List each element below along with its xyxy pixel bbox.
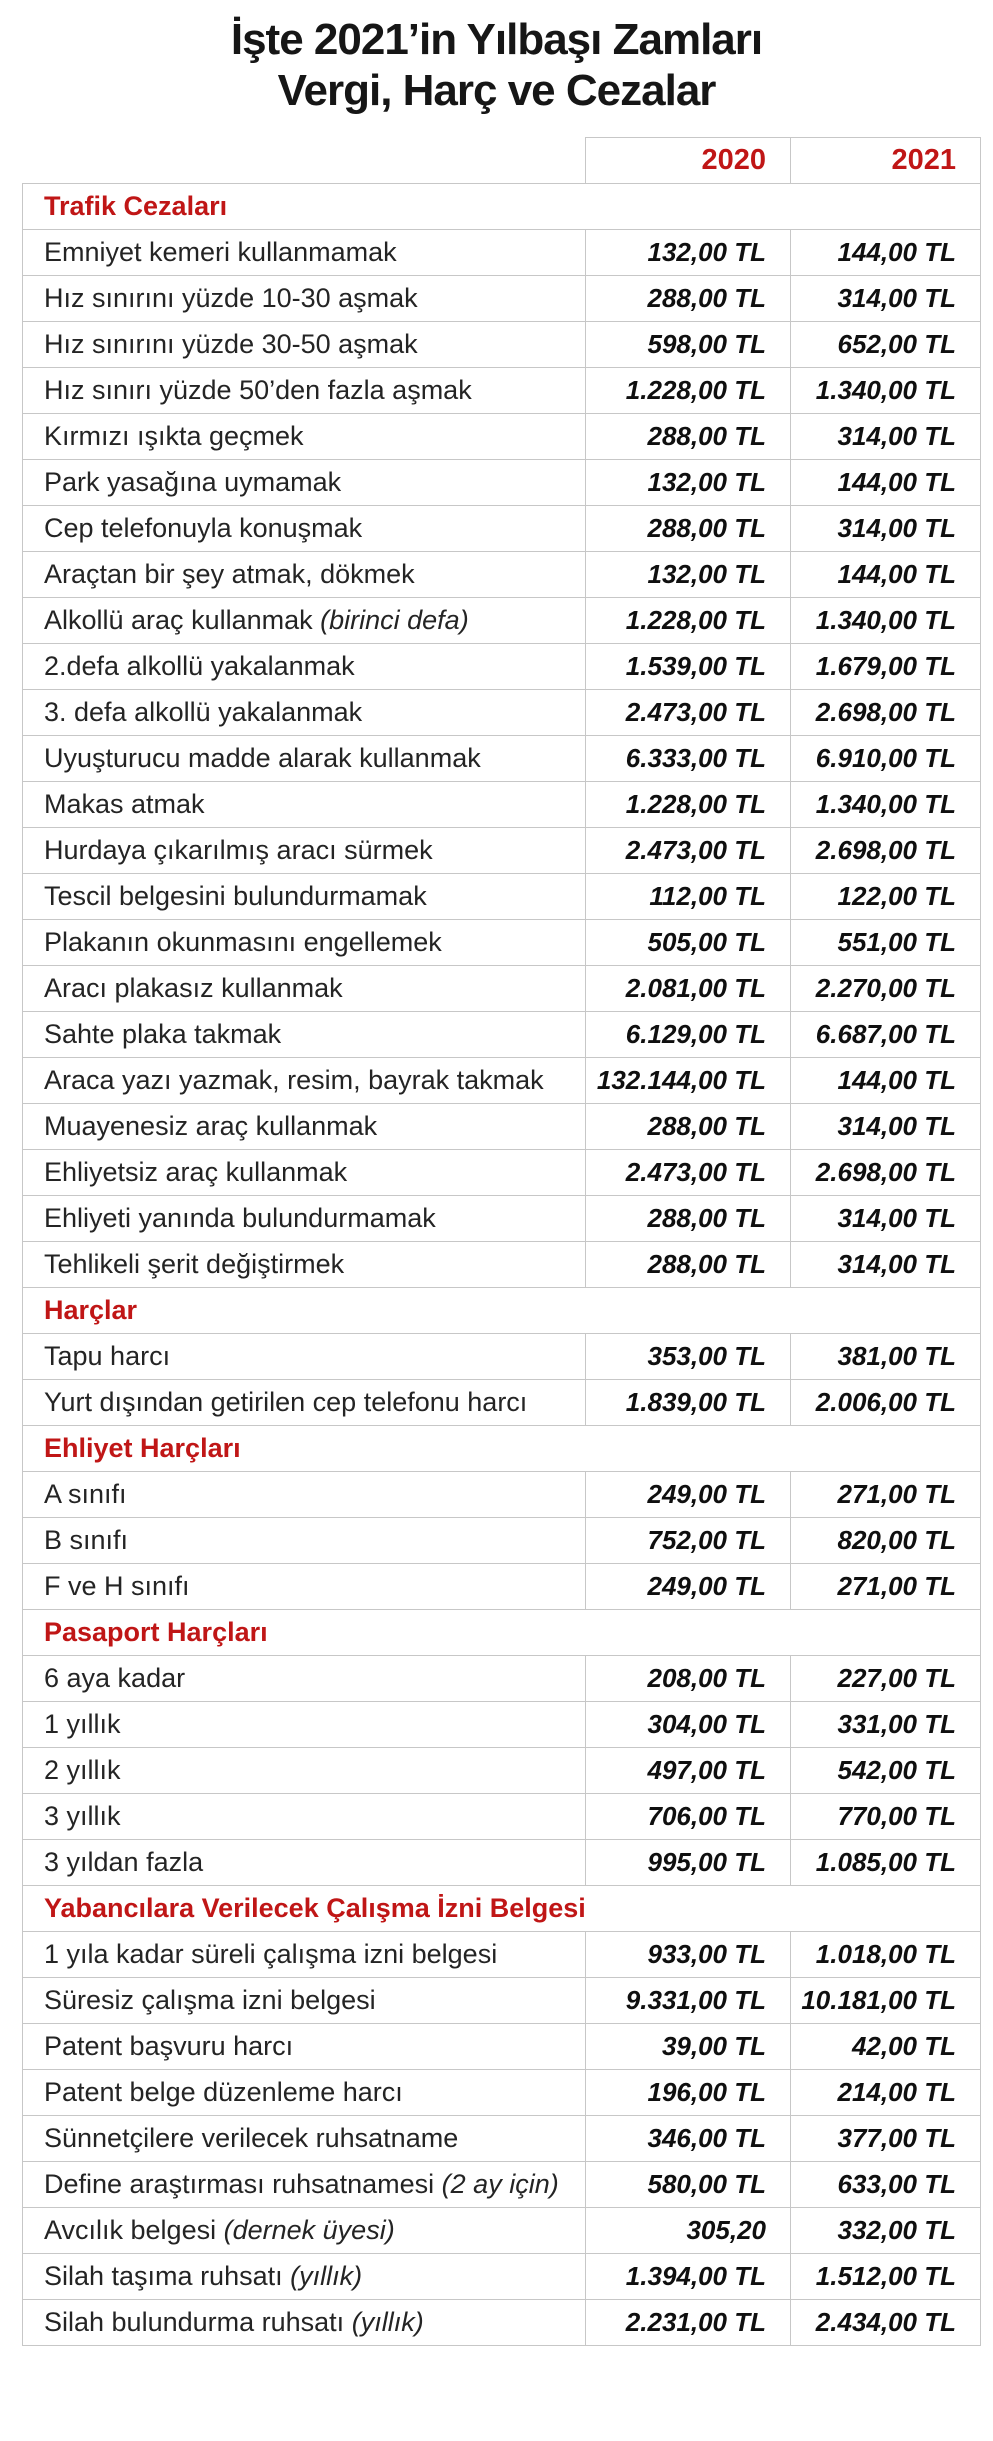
row-label-text: Araca yazı yazmak, resim, bayrak takmak [44,1065,544,1095]
row-label [23,874,586,920]
table-row [23,1932,981,1978]
row-label [23,1012,586,1058]
row-label [23,1058,586,1104]
value-2021: 271,00 TL [791,1564,981,1610]
value-2021: 542,00 TL [791,1748,981,1794]
table-row [23,2116,981,2162]
value-2020: 6.333,00 TL [586,736,791,782]
value-2021: 314,00 TL [791,506,981,552]
table-row [23,1978,981,2024]
value-2021: 2.698,00 TL [791,690,981,736]
value-2020: 288,00 TL [586,506,791,552]
row-label-text: Cep telefonuyla konuşmak [44,513,363,543]
value-2020: 2.473,00 TL [586,828,791,874]
row-label-text: Uyuşturucu madde alarak kullanmak [44,743,481,773]
table-row [23,1794,981,1840]
value-2021: 122,00 TL [791,874,981,920]
value-2020: 249,00 TL [586,1472,791,1518]
value-2020: 2.473,00 TL [586,1150,791,1196]
table-row [23,690,981,736]
section-title: Harçlar [23,1288,981,1334]
value-2020: 580,00 TL [586,2162,791,2208]
row-label [23,1656,586,1702]
value-2020: 1.228,00 TL [586,598,791,644]
row-label [23,828,586,874]
row-label [23,598,586,644]
section-row [23,1610,981,1656]
year-header-2020: 2020 [586,138,791,184]
row-label-text: Patent başvuru harcı [44,2031,294,2061]
value-2021: 331,00 TL [791,1702,981,1748]
value-2021: 214,00 TL [791,2070,981,2116]
value-2020: 346,00 TL [586,2116,791,2162]
row-label-text: Hız sınırı yüzde 50’den fazla aşmak [44,375,472,405]
row-label-text: 1 yıla kadar süreli çalışma izni belgesi [44,1939,498,1969]
value-2021: 42,00 TL [791,2024,981,2070]
row-label-text: Ehliyetsiz araç kullanmak [44,1157,348,1187]
value-2020: 305,20 [586,2208,791,2254]
table-row [23,1518,981,1564]
value-2020: 2.231,00 TL [586,2300,791,2346]
section-title: Yabancılara Verilecek Çalışma İzni Belgesi [23,1886,981,1932]
value-2020: 995,00 TL [586,1840,791,1886]
value-2020: 752,00 TL [586,1518,791,1564]
row-label [23,414,586,460]
row-label [23,2024,586,2070]
value-2020: 288,00 TL [586,1196,791,1242]
row-label [23,230,586,276]
row-label-text: Ehliyeti yanında bulundurmamak [44,1203,436,1233]
row-label-text: F ve H sınıfı [44,1571,190,1601]
row-label [23,1104,586,1150]
row-label [23,1702,586,1748]
value-2021: 6.910,00 TL [791,736,981,782]
table-row [23,1656,981,1702]
value-2021: 551,00 TL [791,920,981,966]
row-label-text: 3 yıldan fazla [44,1847,204,1877]
row-label-text: Kırmızı ışıkta geçmek [44,421,304,451]
table-row [23,460,981,506]
table-row [23,874,981,920]
row-label-text: Araçtan bir şey atmak, dökmek [44,559,415,589]
table-row [23,828,981,874]
row-label-text: Avcılık belgesi [44,2215,217,2245]
value-2021: 144,00 TL [791,460,981,506]
title-line-1: İşte 2021’in Yılbaşı Zamları [230,15,763,64]
row-label-text: Aracı plakasız kullanmak [44,973,343,1003]
row-label-text: 2 yıllık [44,1755,121,1785]
table-row [23,2070,981,2116]
value-2020: 132,00 TL [586,460,791,506]
value-2020: 249,00 TL [586,1564,791,1610]
value-2020: 1.839,00 TL [586,1380,791,1426]
table-row [23,1334,981,1380]
row-label [23,2116,586,2162]
row-label-text: Hız sınırını yüzde 10-30 aşmak [44,283,418,313]
row-label-text: Yurt dışından getirilen cep telefonu harcı [44,1387,528,1417]
section-title: Ehliyet Harçları [23,1426,981,1472]
table-row [23,1564,981,1610]
year-header-2021: 2021 [791,138,981,184]
table-row [23,552,981,598]
row-label-text: Park yasağına uymamak [44,467,342,497]
value-2020: 505,00 TL [586,920,791,966]
row-label [23,920,586,966]
value-2020: 132,00 TL [586,552,791,598]
row-label [23,1242,586,1288]
table-row [23,1058,981,1104]
row-label [23,1840,586,1886]
table-row [23,1748,981,1794]
row-label-text: Alkollü araç kullanmak [44,605,313,635]
value-2021: 377,00 TL [791,2116,981,2162]
row-label [23,1334,586,1380]
row-label-text: A sınıfı [44,1479,127,1509]
value-2020: 1.394,00 TL [586,2254,791,2300]
table-row [23,966,981,1012]
table-row [23,920,981,966]
table-row [23,276,981,322]
value-2020: 288,00 TL [586,276,791,322]
value-2020: 1.228,00 TL [586,782,791,828]
row-label-text: Süresiz çalışma izni belgesi [44,1985,376,2015]
row-label-text: B sınıfı [44,1525,129,1555]
value-2021: 314,00 TL [791,1104,981,1150]
value-2021: 1.340,00 TL [791,598,981,644]
value-2020: 304,00 TL [586,1702,791,1748]
value-2020: 288,00 TL [586,1104,791,1150]
value-2020: 933,00 TL [586,1932,791,1978]
value-2020: 1.539,00 TL [586,644,791,690]
value-2021: 2.270,00 TL [791,966,981,1012]
row-label [23,2162,586,2208]
table-row [23,1196,981,1242]
table-row [23,1150,981,1196]
value-2020: 497,00 TL [586,1748,791,1794]
table-row [23,506,981,552]
row-label [23,644,586,690]
value-2021: 381,00 TL [791,1334,981,1380]
row-label-note: (2 ay için) [441,2169,559,2199]
row-label-text: Sahte plaka takmak [44,1019,282,1049]
value-2020: 2.081,00 TL [586,966,791,1012]
row-label-text: Plakanın okunmasını engellemek [44,927,442,957]
value-2020: 598,00 TL [586,322,791,368]
table-row [23,322,981,368]
section-row [23,1288,981,1334]
row-label [23,966,586,1012]
row-label-note: (yıllık) [351,2307,424,2337]
value-2021: 1.512,00 TL [791,2254,981,2300]
row-label-text: Patent belge düzenleme harcı [44,2077,403,2107]
section-row [23,1886,981,1932]
row-label [23,506,586,552]
value-2020: 6.129,00 TL [586,1012,791,1058]
value-2021: 2.006,00 TL [791,1380,981,1426]
row-label-text: Silah bulundurma ruhsatı [44,2307,345,2337]
infographic-page [0,14,993,2346]
row-label [23,368,586,414]
row-label [23,1932,586,1978]
row-label [23,1196,586,1242]
row-label-text: Tescil belgesini bulundurmamak [44,881,427,911]
row-label [23,460,586,506]
row-label [23,1518,586,1564]
row-label [23,1564,586,1610]
table-row [23,414,981,460]
value-2021: 314,00 TL [791,276,981,322]
row-label [23,1794,586,1840]
value-2020: 288,00 TL [586,414,791,460]
value-2021: 314,00 TL [791,1196,981,1242]
row-label-text: Silah taşıma ruhsatı [44,2261,283,2291]
row-label [23,690,586,736]
value-2021: 633,00 TL [791,2162,981,2208]
row-label-text: Sünnetçilere verilecek ruhsatname [44,2123,459,2153]
table-row [23,2208,981,2254]
section-title: Pasaport Harçları [23,1610,981,1656]
row-label-text: Tapu harcı [44,1341,171,1371]
row-label [23,1978,586,2024]
table-row [23,1380,981,1426]
value-2021: 6.687,00 TL [791,1012,981,1058]
row-label [23,736,586,782]
value-2020: 39,00 TL [586,2024,791,2070]
value-2020: 9.331,00 TL [586,1978,791,2024]
value-2020: 1.228,00 TL [586,368,791,414]
table-row [23,230,981,276]
table-row [23,1472,981,1518]
page-title [0,14,993,116]
row-label [23,2300,586,2346]
row-label-text: 6 aya kadar [44,1663,186,1693]
row-label-note: (yıllık) [290,2261,363,2291]
value-2021: 2.698,00 TL [791,828,981,874]
row-label [23,276,586,322]
value-2021: 314,00 TL [791,414,981,460]
table-row [23,2300,981,2346]
table-row [23,598,981,644]
value-2021: 2.698,00 TL [791,1150,981,1196]
table-row [23,1012,981,1058]
value-2021: 10.181,00 TL [791,1978,981,2024]
value-2021: 652,00 TL [791,322,981,368]
value-2021: 227,00 TL [791,1656,981,1702]
table-row [23,2024,981,2070]
value-2021: 1.340,00 TL [791,782,981,828]
section-title: Trafik Cezaları [23,184,981,230]
table-row [23,644,981,690]
table-row [23,1104,981,1150]
row-label-text: 2.defa alkollü yakalanmak [44,651,355,681]
value-2021: 1.340,00 TL [791,368,981,414]
row-label [23,1472,586,1518]
row-label [23,2070,586,2116]
row-label [23,322,586,368]
row-label-text: Emniyet kemeri kullanmamak [44,237,397,267]
value-2021: 770,00 TL [791,1794,981,1840]
rates-table [22,137,981,2346]
table-row [23,736,981,782]
header-spacer [23,138,586,184]
value-2020: 132,00 TL [586,230,791,276]
value-2020: 2.473,00 TL [586,690,791,736]
row-label-note: (birinci defa) [320,605,469,635]
value-2021: 2.434,00 TL [791,2300,981,2346]
value-2020: 353,00 TL [586,1334,791,1380]
table-row [23,368,981,414]
table-row [23,1702,981,1748]
value-2021: 820,00 TL [791,1518,981,1564]
table-header-row [23,138,981,184]
table-row [23,1840,981,1886]
value-2021: 271,00 TL [791,1472,981,1518]
row-label-text: Tehlikeli şerit değiştirmek [44,1249,345,1279]
value-2021: 1.679,00 TL [791,644,981,690]
value-2021: 1.018,00 TL [791,1932,981,1978]
row-label-text: 3. defa alkollü yakalanmak [44,697,363,727]
row-label [23,2208,586,2254]
value-2020: 196,00 TL [586,2070,791,2116]
title-line-2: Vergi, Harç ve Cezalar [277,66,716,115]
row-label-note: (dernek üyesi) [223,2215,395,2245]
row-label-text: 1 yıllık [44,1709,121,1739]
value-2021: 144,00 TL [791,1058,981,1104]
table-row [23,782,981,828]
table-row [23,2162,981,2208]
value-2021: 144,00 TL [791,230,981,276]
row-label-text: Define araştırması ruhsatnamesi [44,2169,435,2199]
row-label-text: Hurdaya çıkarılmış aracı sürmek [44,835,433,865]
value-2020: 288,00 TL [586,1242,791,1288]
section-row [23,184,981,230]
row-label [23,2254,586,2300]
value-2021: 314,00 TL [791,1242,981,1288]
row-label-text: Makas atmak [44,789,205,819]
row-label [23,1150,586,1196]
row-label-text: Hız sınırını yüzde 30-50 aşmak [44,329,418,359]
value-2021: 1.085,00 TL [791,1840,981,1886]
value-2020: 112,00 TL [586,874,791,920]
value-2021: 332,00 TL [791,2208,981,2254]
table-row [23,1242,981,1288]
value-2020: 706,00 TL [586,1794,791,1840]
section-row [23,1426,981,1472]
row-label [23,1380,586,1426]
row-label [23,1748,586,1794]
row-label-text: 3 yıllık [44,1801,121,1831]
table-row [23,2254,981,2300]
row-label-text: Muayenesiz araç kullanmak [44,1111,378,1141]
row-label [23,552,586,598]
value-2020: 208,00 TL [586,1656,791,1702]
row-label [23,782,586,828]
value-2020: 132.144,00 TL [586,1058,791,1104]
value-2021: 144,00 TL [791,552,981,598]
